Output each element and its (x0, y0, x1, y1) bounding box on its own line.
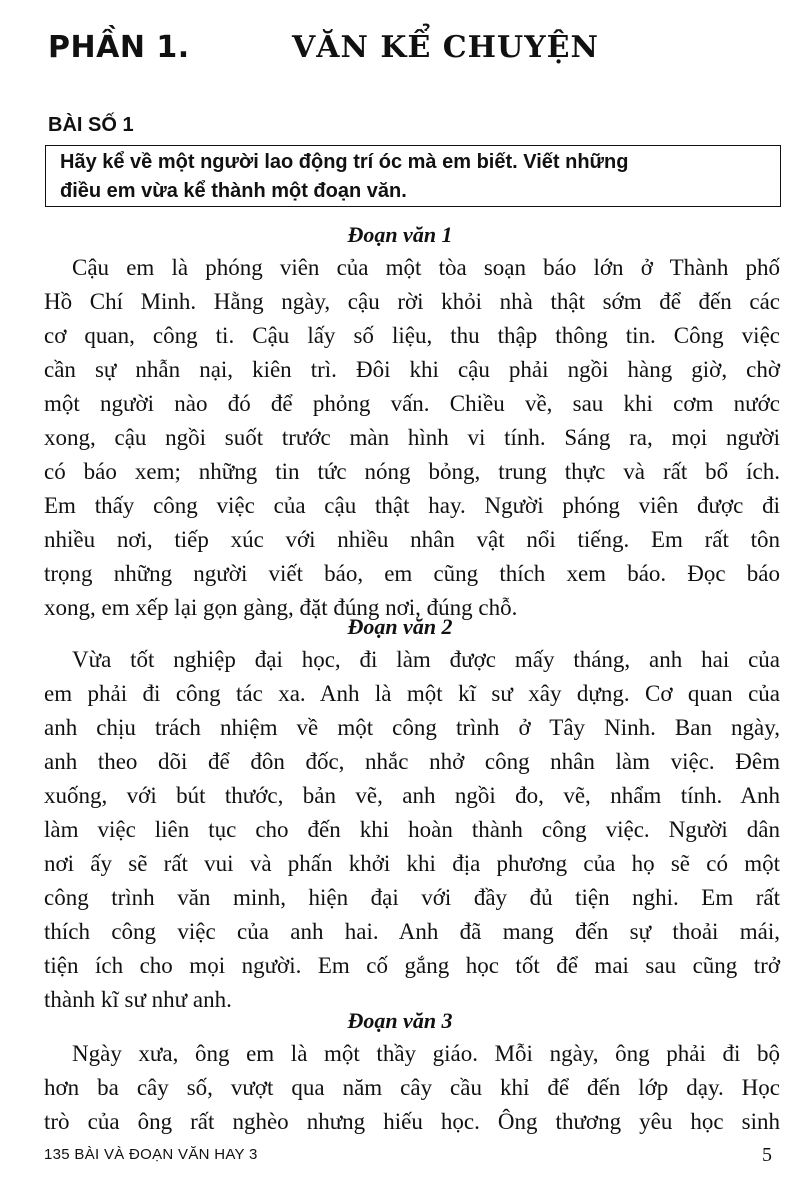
section-heading: Đoạn văn 1 (347, 222, 453, 247)
paragraph-line: làm việc liên tục cho đến khi hoàn thành công việc. Người dân (44, 817, 780, 842)
paragraph-line: nơi ấy sẽ rất vui và phấn khởi khi địa phương của họ sẽ có một (44, 851, 780, 876)
paragraph-line: một người nào đó để phỏng vấn. Chiều về, sau khi cơm nước (44, 391, 780, 416)
page-number: 5 (762, 1144, 772, 1166)
part-title: VĂN KỂ CHUYỆN (292, 30, 599, 65)
paragraph-line: anh chịu trách nhiệm về một công trình ở Tây Ninh. Ban ngày, (44, 715, 780, 740)
paragraph-line: Em thấy công việc của cậu thật hay. Người phóng viên được đi (44, 493, 780, 518)
part-label: PHẦN 1. (48, 30, 190, 65)
paragraph-line: cần sự nhẫn nại, kiên trì. Đôi khi cậu phải ngồi hàng giờ, chờ (44, 357, 780, 382)
task-prompt-box (45, 145, 781, 207)
paragraph-line: tiện ích cho mọi người. Em cố gắng học tốt để mai sau cũng trở (44, 953, 780, 978)
task-line: điều em vừa kể thành một đoạn văn. (60, 180, 407, 202)
section-heading: Đoạn văn 2 (347, 614, 453, 639)
paragraph-line: Ngày xưa, ông em là một thầy giáo. Mỗi ngày, ông phải đi bộ (72, 1041, 780, 1066)
paragraph-line: công trình văn minh, hiện đại với đầy đủ tiện nghi. Em rất (44, 885, 780, 910)
paragraph-line: hơn ba cây số, vượt qua năm cây cầu khỉ để đến lớp dạy. Học (44, 1075, 780, 1100)
section-heading: Đoạn văn 3 (347, 1008, 453, 1033)
paragraph-line: trò của ông rất nghèo nhưng hiếu học. Ông thương yêu học sinh (44, 1109, 780, 1134)
paragraph-line: trọng những người viết báo, em cũng thích xem báo. Đọc báo (44, 561, 780, 586)
task-line: Hãy kể về một người lao động trí óc mà em biết. Viết những (60, 151, 629, 173)
lesson-label: BÀI SỐ 1 (48, 114, 134, 136)
paragraph-line: thích công việc của anh hai. Anh đã mang đến sự thoải mái, (44, 919, 780, 944)
paragraph-line: có báo xem; những tin tức nóng bỏng, trung thực và rất bổ ích. (44, 459, 780, 484)
footer-book-title: 135 BÀI VÀ ĐOẠN VĂN HAY 3 (44, 1146, 258, 1163)
paragraph-line: xuống, với bút thước, bản vẽ, anh ngồi đo, vẽ, nhẩm tính. Anh (44, 783, 780, 808)
paragraph-line: Vừa tốt nghiệp đại học, đi làm được mấy tháng, anh hai của (72, 647, 780, 672)
paragraph-line: xong, cậu ngồi suốt trước màn hình vi tính. Sáng ra, mọi người (44, 425, 780, 450)
paragraph-line: thành kĩ sư như anh. (44, 987, 232, 1012)
paragraph-line: cơ quan, công ti. Cậu lấy số liệu, thu thập thông tin. Công việc (44, 323, 780, 348)
paragraph-line: xong, em xếp lại gọn gàng, đặt đúng nơi, đúng chỗ. (44, 595, 518, 620)
paragraph-line: em phải đi công tác xa. Anh là một kĩ sư xây dựng. Cơ quan của (44, 681, 780, 706)
paragraph-line: anh theo dõi để đôn đốc, nhắc nhở công nhân làm việc. Đêm (44, 749, 780, 774)
paragraph-line: Hồ Chí Minh. Hằng ngày, cậu rời khỏi nhà thật sớm để đến các (44, 289, 780, 314)
paragraph-line: Cậu em là phóng viên của một tòa soạn báo lớn ở Thành phố (72, 255, 780, 280)
paragraph-line: nhiều nơi, tiếp xúc với nhiều nhân vật nổi tiếng. Em rất tôn (44, 527, 780, 552)
